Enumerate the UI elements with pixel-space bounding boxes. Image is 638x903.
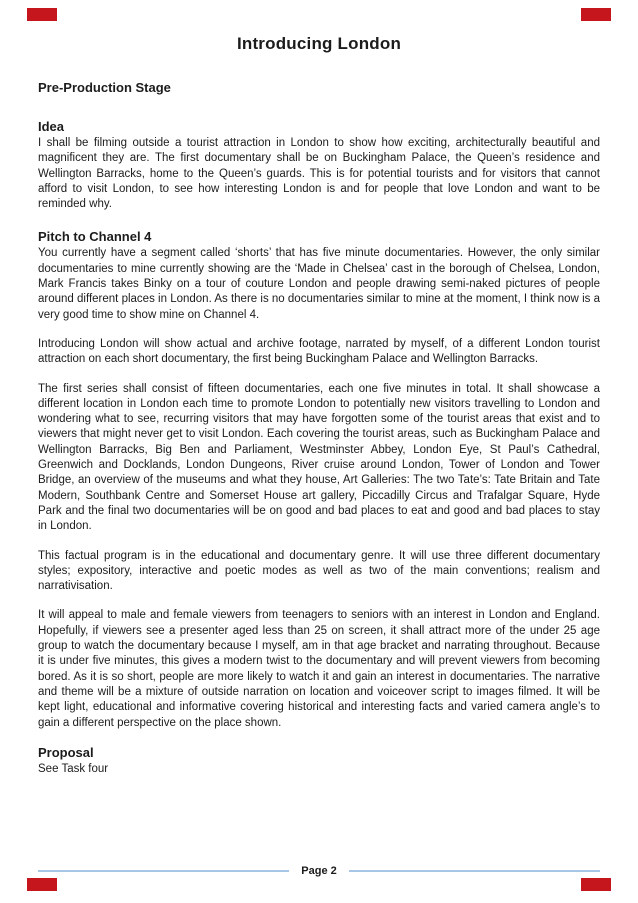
paragraph-pitch-3: The first series shall consist of fifteen documentaries, each one five minutes in total. It shall showcase a different location in London each time to promote London to potentially new visitors travelling to London and wondering what to see, recurring visitors that may have forgotten some of the tourist areas that exist and to viewers that might never get to visit London. Each covering the tourist areas, such as Buckingham Palace and Wellington Barracks, Big Ben and Parliament, Westminster Abbey, London Eye, St Paul’s Cathedral, Greenwich and Docklands, London Dungeons, River cruise around London, Tower of London and Tower Bridge, an overview of the museums and what they house, Art Galleries: The two Tate’s: Tate Britain and Tate Modern, Southbank Centre and Somerset House art gallery, Piccadilly Circus and Trafalgar Square, Hyde Park and the final two documentaries will be on good and bad places to eat and good and bad places to stay in London. [38, 382, 600, 533]
page-footer [38, 865, 600, 877]
corner-marker-bottom-left [27, 878, 57, 891]
paragraph-pitch-2: Introducing London will show actual and archive footage, narrated by myself, of a different London tourist attraction on each short documentary, the first being Buckingham Palace and Wellington Barracks. [38, 337, 600, 366]
heading-pre-production-stage: Pre-Production Stage [38, 80, 171, 95]
section-proposal [38, 745, 600, 777]
paragraph-pitch-4: This factual program is in the educational and documentary genre. It will use three different documentary styles; expository, interactive and poetic modes as well as two of the main conventions; realism and narrativisation. [38, 549, 600, 593]
paragraph-proposal: See Task four [38, 762, 109, 775]
section-pitch-to-channel-4 [38, 229, 600, 730]
paragraph-pitch-1: You currently have a segment called ‘shorts’ that has five minute documentaries. However, the only similar documentaries to mine currently showing are the ‘Made in Chelsea’ cast in the borough of Chelsea, London, Mark Francis takes Binky on a tour of couture London and people drawing semi-naked pictures of people around different places in London. As there is no documentaries similar to mine at the moment, I think now is a very good time to show mine on Channel 4. [38, 247, 600, 321]
heading-pitch-to-channel-4: Pitch to Channel 4 [38, 229, 152, 245]
footer-rule-left [38, 870, 289, 872]
corner-marker-top-left [27, 8, 57, 21]
heading-proposal: Proposal [38, 744, 94, 760]
footer-rule-right [349, 870, 600, 872]
corner-marker-bottom-right [581, 878, 611, 891]
paragraph-pitch-5: It will appeal to male and female viewers from teenagers to seniors with an interest in London and England. Hopefully, if viewers see a presenter aged less than 25 on screen, it shall attract more of the under 25 age group to watch the documentary because I myself, am in that age bracket and narrating throughout. Because it is under five minutes, this gives a modern twist to the documentary and will prevent viewers from becoming bored. As it is so short, people are more likely to watch it and gain an interest in documentaries. The narrative and theme will be a mixture of outside narration on location and voiceover script to images filmed. It will be kept light, educational and informative covering historical and interesting facts and varied camera angle’s to gain a different perspective on the place shown. [38, 609, 600, 729]
section-idea [38, 119, 600, 212]
page-number: Page 2 [301, 865, 337, 877]
heading-idea: Idea [38, 119, 65, 134]
paragraph-idea: I shall be filming outside a tourist attraction in London to show how exciting, architecturally beautiful and magnificent they are. The first documentary shall be on Buckingham Palace, the Queen’s residence and Wellington Barracks, home to the Queen’s guards. This is for potential tourists and for visitors that cannot afford to visit London, to see how interesting London is and for people that love London and want to be reminded why. [38, 137, 600, 211]
page-title: Introducing London [236, 34, 402, 53]
corner-marker-top-right [581, 8, 611, 21]
